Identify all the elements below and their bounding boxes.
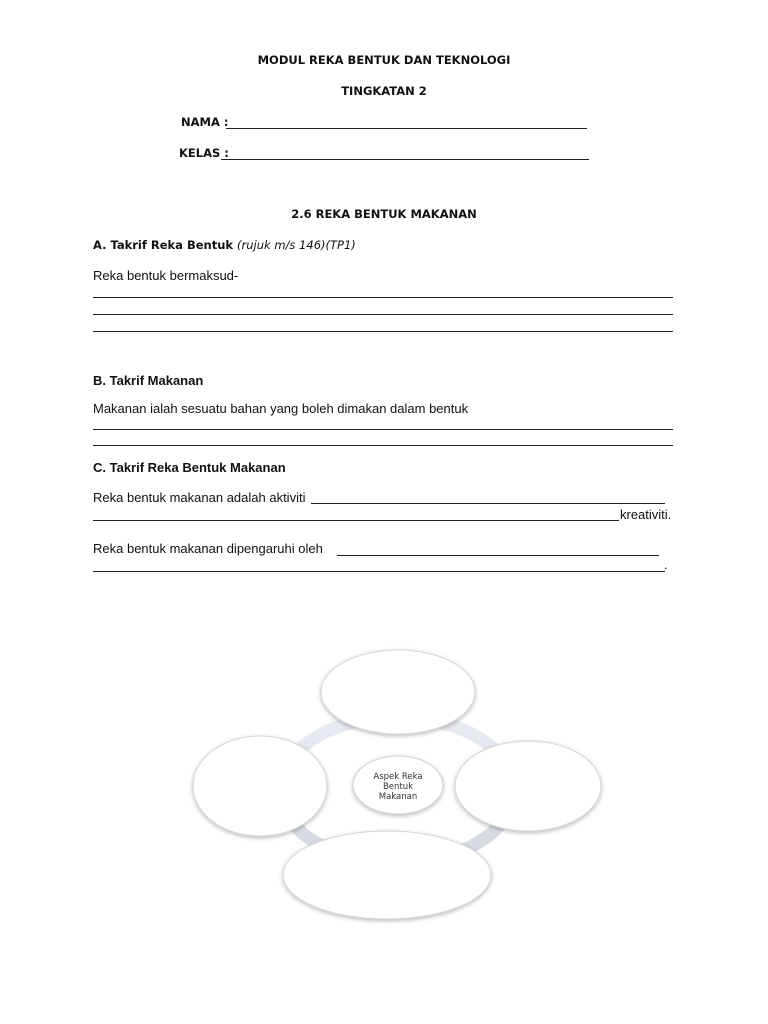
section-c-prompt-1: Reka bentuk makanan adalah aktiviti [93,490,306,505]
section-a-heading-note: (rujuk m/s 146)(TP1) [237,238,356,252]
section-b-prompt: Makanan ialah sesuatu bahan yang boleh dimakan dalam bentuk [93,401,469,416]
topic-title: 2.6 REKA BENTUK MAKANAN [291,207,477,221]
center-label-line-3: Makanan [378,792,418,802]
center-label-line-1: Aspek Reka [373,772,423,782]
section-a-prompt: Reka bentuk bermaksud- [93,268,239,283]
aspect-ellipse-top[interactable] [321,650,475,734]
aspect-ellipse-bottom[interactable] [283,831,491,919]
section-c-prompt-2-end: . [664,557,668,572]
class-label: KELAS : [179,146,229,160]
section-c-prompt-1-end: kreativiti. [620,507,672,522]
section-b-heading: B. Takrif Makanan [93,373,204,388]
module-title: MODUL REKA BENTUK DAN TEKNOLOGI [257,53,511,67]
aspect-ellipse-left[interactable] [193,736,327,836]
name-label: NAMA : [181,115,229,129]
aspect-ellipse-right[interactable] [455,741,601,831]
center-label-line-2: Bentuk [382,782,414,792]
section-c-heading: C. Takrif Reka Bentuk Makanan [93,460,286,475]
section-a-heading-text: A. Takrif Reka Bentuk [93,238,238,252]
section-c-prompt-2: Reka bentuk makanan dipengaruhi oleh [93,541,323,556]
form-level: TINGKATAN 2 [341,84,427,98]
